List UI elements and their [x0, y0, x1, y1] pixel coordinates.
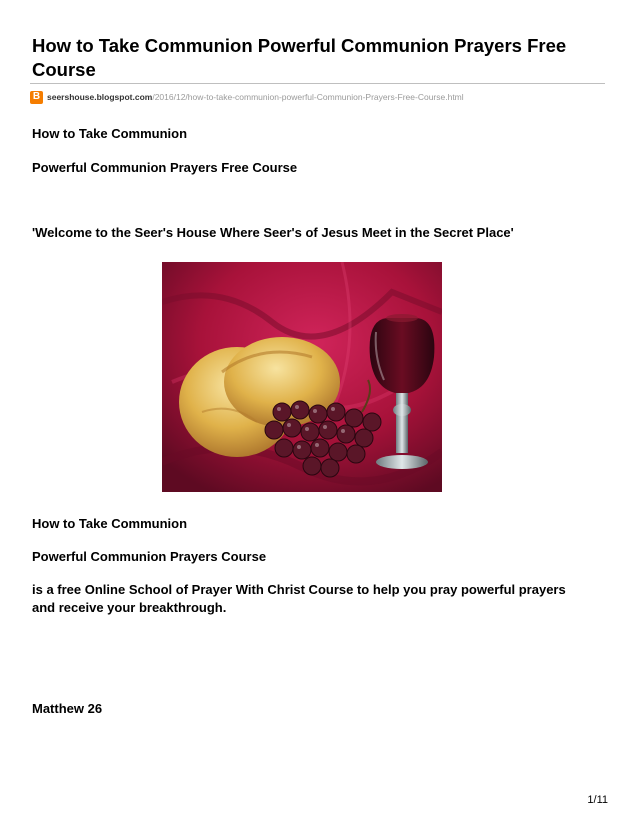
source-path[interactable]: /2016/12/how-to-take-communion-powerful-Communion-Prayers-Free-Course.html — [152, 92, 464, 102]
page-number: 1/11 — [587, 794, 608, 806]
title-divider — [30, 83, 605, 84]
heading-powerful-communion-prayers-course: Powerful Communion Prayers Course — [32, 549, 267, 564]
heading-powerful-communion-prayers-free-course: Powerful Communion Prayers Free Course — [32, 160, 298, 175]
source-domain[interactable]: seershouse.blogspot.com — [47, 92, 153, 102]
communion-bread-wine-image — [162, 262, 442, 492]
heading-how-to-take-communion: How to Take Communion — [32, 126, 188, 141]
welcome-quote: 'Welcome to the Seer's House Where Seer's of Jesus Meet in the Secret Place' — [32, 225, 514, 240]
scripture-reference: Matthew 26 — [32, 701, 103, 716]
source-line — [30, 89, 464, 105]
page-title: How to Take Communion Powerful Communion Prayers Free Course — [32, 35, 567, 80]
course-description: is a free Online School of Prayer With Christ Course to help you pray powerful prayers and receive your breakthrough. — [32, 582, 566, 615]
heading-how-to-take-communion-2: How to Take Communion — [32, 516, 188, 531]
blogger-icon: B — [30, 91, 43, 104]
